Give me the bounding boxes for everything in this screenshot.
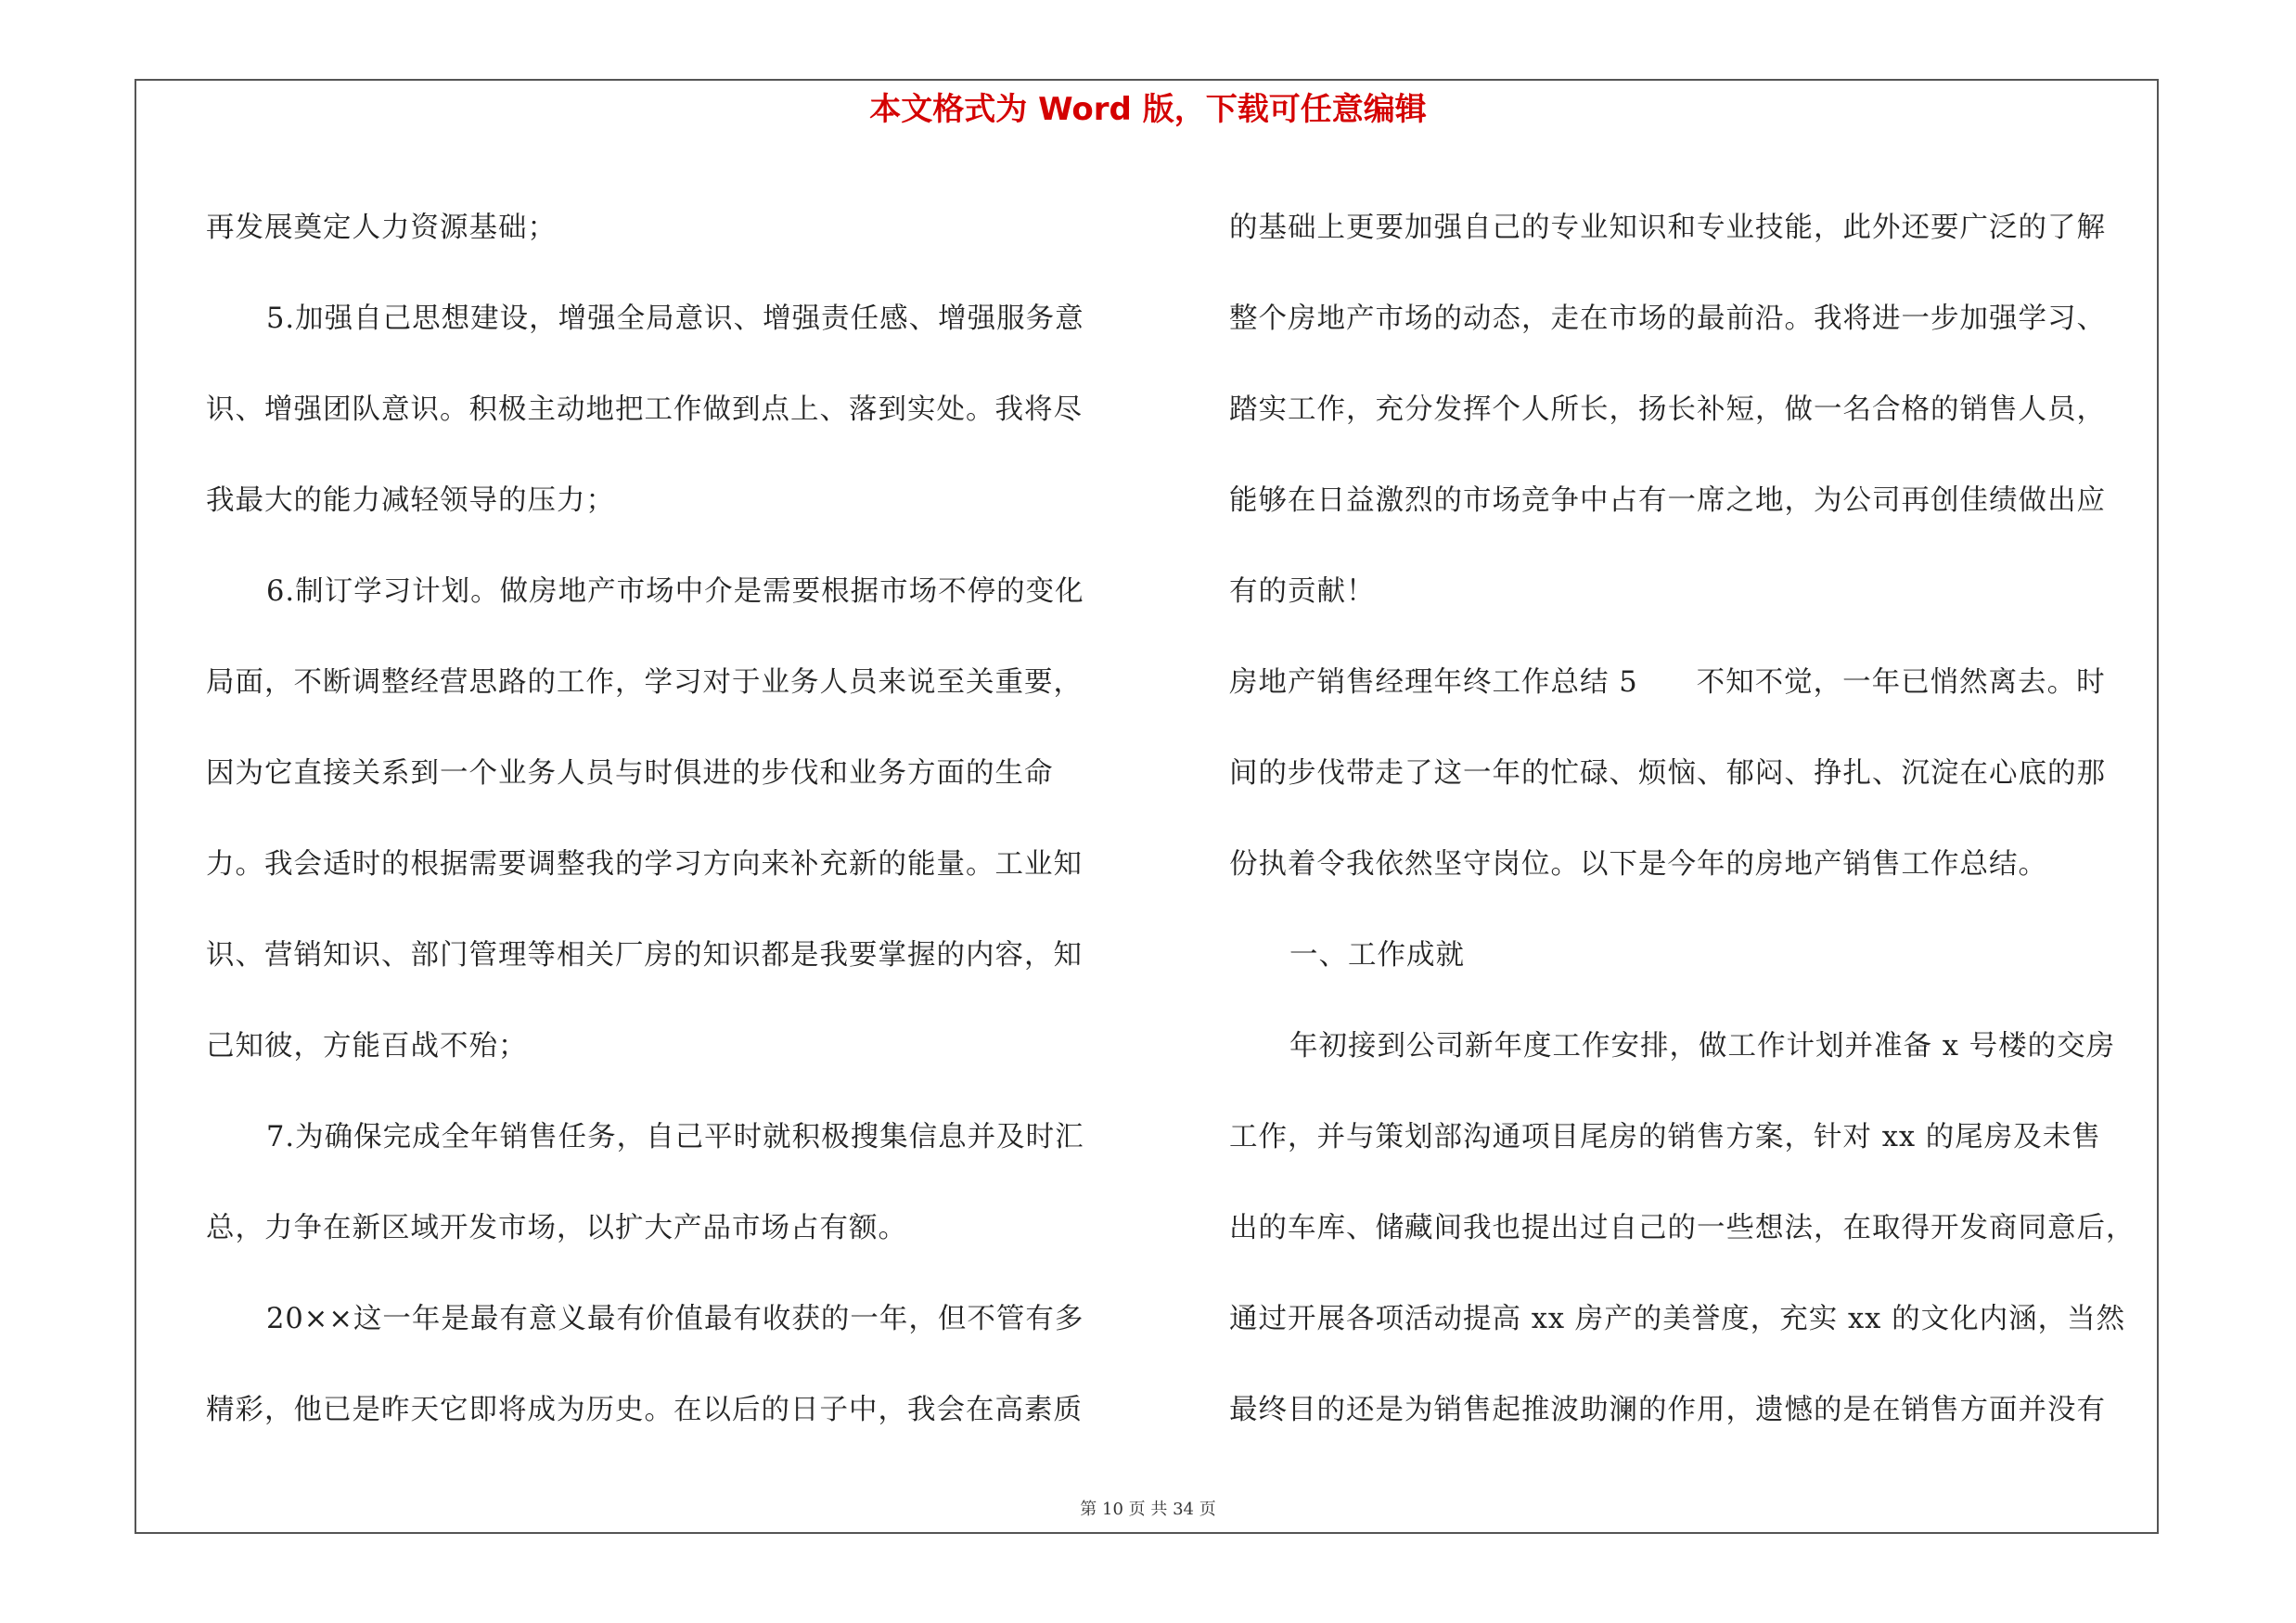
- text-line: 20××这一年是最有意义最有价值最有收获的一年，但不管有多: [266, 1303, 1084, 1335]
- text-line: 最终目的还是为销售起推波助澜的作用，遗憾的是在销售方面并没有: [1229, 1394, 2106, 1426]
- text-line: 再发展奠定人力资源基础；: [206, 212, 557, 244]
- text-line: 出的车库、储藏间我也提出过自己的一些想法，在取得开发商同意后，: [1229, 1212, 2136, 1244]
- page-number-indicator: 第 10 页 共 34 页: [1080, 1500, 1216, 1519]
- document-header-notice: 本文格式为 Word 版，下载可任意编辑: [869, 91, 1427, 128]
- section-title-line: 房地产销售经理年终工作总结 5 不知不觉，一年已悄然离去。时: [1229, 666, 2106, 699]
- text-line: 精彩，他已是昨天它即将成为历史。在以后的日子中，我会在高素质: [206, 1394, 1083, 1426]
- text-line: 因为它直接关系到一个业务人员与时俱进的步伐和业务方面的生命: [206, 757, 1054, 790]
- text-line: 我最大的能力减轻领导的压力；: [206, 484, 615, 517]
- text-line: 识、增强团队意识。积极主动地把工作做到点上、落到实处。我将尽: [206, 393, 1083, 426]
- right-text-column: [1229, 183, 2157, 1456]
- left-text-column: [206, 183, 1152, 1456]
- text-line: 力。我会适时的根据需要调整我的学习方向来补充新的能量。工业知: [206, 848, 1083, 881]
- text-line: 间的步伐带走了这一年的忙碌、烦恼、郁闷、挣扎、沉淀在心底的那: [1229, 757, 2106, 790]
- section-heading: 一、工作成就: [1289, 939, 1465, 972]
- text-line: 有的贡献！: [1229, 575, 1376, 608]
- text-line: 的基础上更要加强自己的专业知识和专业技能，此外还要广泛的了解: [1229, 212, 2106, 244]
- text-line: 能够在日益激烈的市场竞争中占有一席之地，为公司再创佳绩做出应: [1229, 484, 2106, 517]
- text-line: 通过开展各项活动提高 xx 房产的美誉度，充实 xx 的文化内涵，当然: [1229, 1303, 2126, 1335]
- text-line: 5.加强自己思想建设，增强全局意识、增强责任感、增强服务意: [266, 303, 1084, 335]
- text-line: 年初接到公司新年度工作安排，做工作计划并准备 x 号楼的交房: [1289, 1030, 2116, 1063]
- text-line: 总，力争在新区域开发市场，以扩大产品市场占有额。: [206, 1212, 907, 1244]
- text-line: 整个房地产市场的动态，走在市场的最前沿。我将进一步加强学习、: [1229, 303, 2106, 335]
- text-line: 工作，并与策划部沟通项目尾房的销售方案，针对 xx 的尾房及未售: [1229, 1121, 2101, 1153]
- text-line: 识、营销知识、部门管理等相关厂房的知识都是我要掌握的内容，知: [206, 939, 1083, 972]
- text-line: 局面，不断调整经营思路的工作，学习对于业务人员来说至关重要，: [206, 666, 1083, 699]
- text-line: 己知彼，方能百战不殆；: [206, 1030, 528, 1063]
- text-line: 踏实工作，充分发挥个人所长，扬长补短，做一名合格的销售人员，: [1229, 393, 2106, 426]
- text-line: 份执着令我依然坚守岗位。以下是今年的房地产销售工作总结。: [1229, 848, 2047, 881]
- text-line: 6.制订学习计划。做房地产市场中介是需要根据市场不停的变化: [266, 575, 1084, 608]
- text-line: 7.为确保完成全年销售任务，自己平时就积极搜集信息并及时汇: [266, 1121, 1084, 1153]
